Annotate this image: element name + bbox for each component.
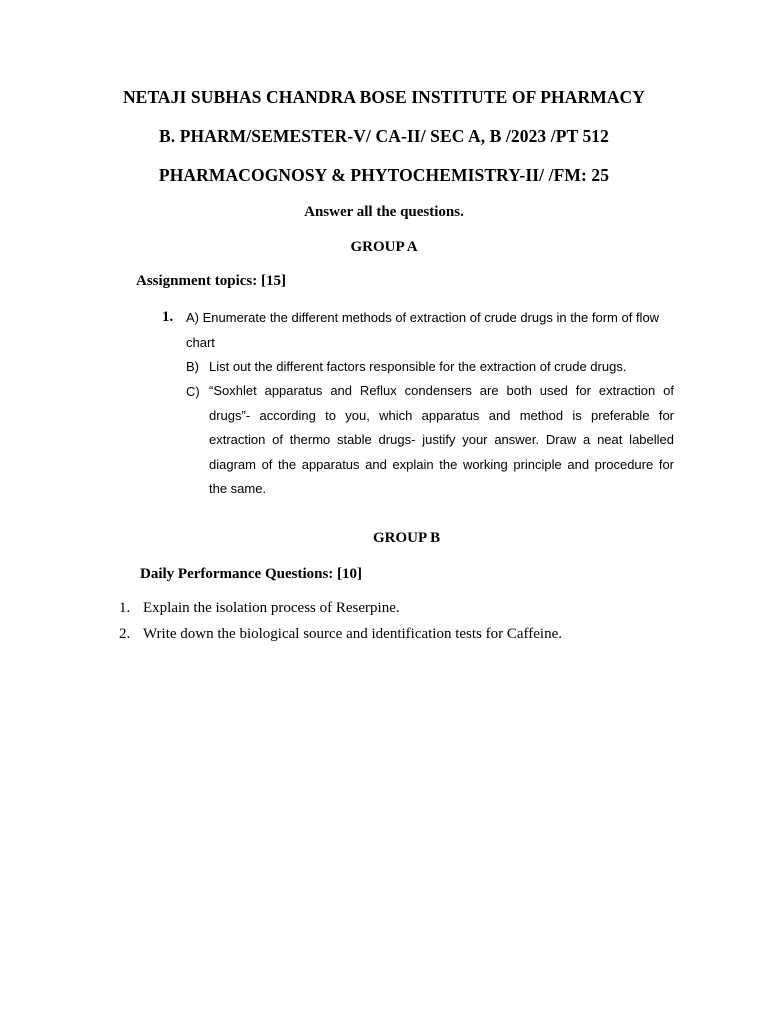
question-1a-line-1: A) Enumerate the different methods of extraction of crude drugs in the form of flow [186,310,660,325]
question-1b-text: List out the different factors responsible for the extraction of crude drugs. [209,359,627,374]
question-1c-line: “Soxhlet apparatus and Reflux condensers are both used for extraction of [209,383,674,398]
group-a-heading: GROUP A [350,239,418,255]
question-b2-text: Write down the biological source and identification tests for Caffeine. [143,626,562,642]
question-1c-line: drugs”- according to you, which apparatus and method is preferable for [209,407,674,423]
question-1c-line: diagram of the apparatus and explain the working principle and procedure for [209,456,674,472]
question-b1-number: 1. [119,600,131,616]
subject-title: PHARMACOGNOSY & PHYTOCHEMISTRY-II/ /FM: 25 [158,165,610,185]
course-details: B. PHARM/SEMESTER-V/ CA-II/ SEC A, B /2023 /PT 512 [158,126,609,146]
institute-name: NETAJI SUBHAS CHANDRA BOSE INSTITUTE OF PHARMACY [122,87,646,107]
assignment-topics-title: Assignment topics: [15] [136,273,286,289]
question-1-number: 1. [162,309,174,325]
question-1b-marker: B) [186,359,199,374]
question-b1-text: Explain the isolation process of Reserpine. [143,600,400,616]
daily-performance-title: Daily Performance Questions: [10] [140,566,363,582]
question-1a-line-2: chart [186,335,215,350]
question-1c-text [209,379,674,502]
question-b2-number: 2. [119,626,131,642]
question-1c-line: extraction of thermo stable drugs- justify your answer. Draw a neat labelled [209,432,674,448]
group-b-heading: GROUP B [373,530,441,546]
question-1c-line: the same. [209,481,267,497]
instruction-text: Answer all the questions. [304,204,464,220]
question-1c-marker: C) [186,384,200,399]
